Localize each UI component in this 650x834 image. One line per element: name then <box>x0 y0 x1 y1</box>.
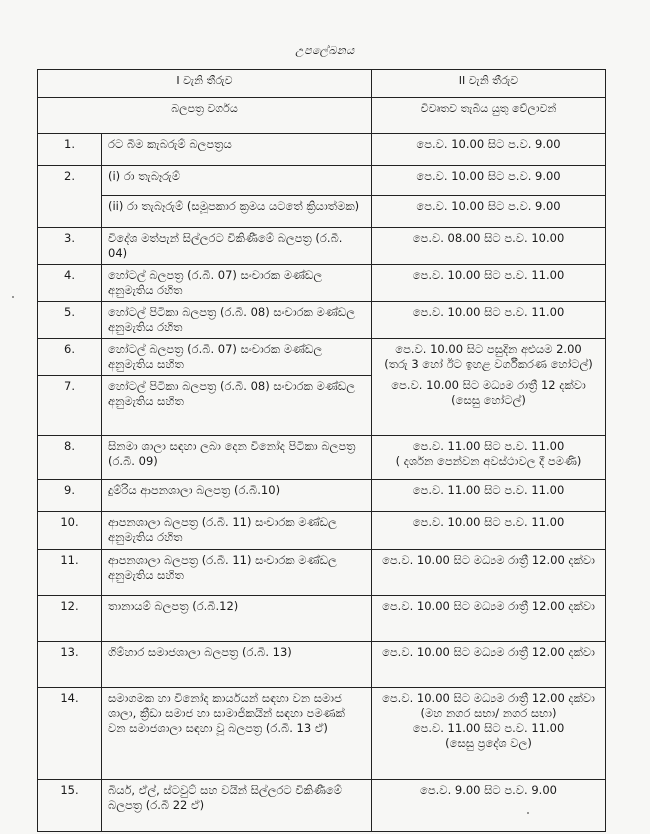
table-row <box>38 550 606 596</box>
table-row <box>38 166 606 196</box>
column2-header: II වැනි තීරුව <box>372 70 606 98</box>
table-row <box>38 512 606 550</box>
scan-speck <box>527 812 529 814</box>
license-type: දුම්රිය ආපනශාලා බලපත්‍ර (ර.බී.10) <box>102 480 372 512</box>
scan-speck <box>12 296 14 298</box>
open-hours-note: (මහ නගර සභා/ නගර සභා) <box>420 706 557 720</box>
open-hours: පෙ.ව. 10.00 සිට ප.ව. 9.00 <box>372 166 606 196</box>
license-type: විදේශ මත්පැන් සිල්ලරට විකිණීමේ බලපත්‍ර (ර.බී. 04) <box>102 228 372 265</box>
table-row <box>38 134 606 166</box>
table-row <box>38 265 606 302</box>
row-number: 2. <box>38 166 102 228</box>
subheader-row <box>38 98 606 134</box>
license-type: බියර්, ඒල්, ස්ටවුට් සහ වයින් සිල්ලරට විකිණීමේ බලපත්‍ර (ර.බී 22 ඒ) <box>102 780 372 832</box>
open-hours: පෙ.ව. 10.00 සිට ප.ව. 11.00 <box>372 512 606 550</box>
row-number: 8. <box>38 436 102 480</box>
open-hours-cell <box>372 688 606 780</box>
license-type: (i) රා තැබෑරුම් <box>102 166 372 196</box>
open-hours: පෙ.ව. 10.00 සිට මධ්‍යම රාත්‍රී 12 දක්වා <box>391 378 586 392</box>
open-hours-header: විවෘතව තැබිය යුතු වේලාවන් <box>372 98 606 134</box>
open-hours: පෙ.ව. 9.00 සිට ප.ව. 9.00 <box>372 780 606 832</box>
column-header-row <box>38 70 606 98</box>
open-hours-note: (තරු 3 හෝ ඊට ඉහළ වර්ගීකරණ හෝටල්) <box>384 357 593 371</box>
open-hours: පෙ.ව. 10.00 සිට ප.ව. 9.00 <box>372 134 606 166</box>
license-type-header: බලපත්‍ර වර්ගය <box>38 98 372 134</box>
row-number: 3. <box>38 228 102 265</box>
open-hours: පෙ.ව. 08.00 සිට ප.ව. 10.00 <box>372 228 606 265</box>
license-type: හෝටල් පිටිකා බලපත්‍ර (ර.බී. 08) සංචාරක මණ්ඩල අනුමැතිය සහිත <box>102 376 372 436</box>
license-type: හෝටල් පිටිකා බලපත්‍ර (ර.බී. 08) සංචාරක මණ්ඩල අනුමැතිය රහිත <box>102 302 372 339</box>
row-number: 6. <box>38 339 102 376</box>
open-hours-note: ( දර්ශන පෙන්වන අවස්ථාවල දී පමණි) <box>395 454 582 468</box>
open-hours-note: (සෙසු ප්‍රදේශ වල) <box>445 736 532 750</box>
row-number: 5. <box>38 302 102 339</box>
row-number: 14. <box>38 688 102 780</box>
license-type: හෝටල් බලපත්‍ර (ර.බී. 07) සංචාරක මණ්ඩල අනුමැතිය සහිත <box>102 339 372 376</box>
open-hours: පෙ.ව. 10.00 සිට ප.ව. 11.00 <box>372 265 606 302</box>
row-number: 15. <box>38 780 102 832</box>
open-hours: පෙ.ව. 10.00 සිට මධ්‍යම රාත්‍රී 12.00 දක්වා <box>372 596 606 642</box>
table-row <box>38 339 606 376</box>
open-hours: පෙ.ව. 10.00 සිට ප.ව. 9.00 <box>372 196 606 228</box>
license-type: සිනමා ශාලා සඳහා ලබා දෙන විනෝද පිටිකා බලපත්‍ර (ර.බී. 09) <box>102 436 372 480</box>
open-hours-cell <box>372 436 606 480</box>
open-hours-note: (සෙසු හෝටල්) <box>451 393 526 407</box>
open-hours: පෙ.ව. 11.00 සිට ප.ව. 11.00 <box>372 480 606 512</box>
table-row <box>38 302 606 339</box>
row-number: 4. <box>38 265 102 302</box>
schedule-table <box>37 69 606 832</box>
license-type: සමාගමක හා විනෝද කාර්යයන් සඳහා වන සමාජ ශාලා, ක්‍රීඩා සමාජ හා සාමාජිකයින් සඳහා පමණක් වන සමාජශාලා සඳහා වූ බලපත්‍ර (ර.බී. 13 ඒ) <box>102 688 372 780</box>
license-type: හෝටල් බලපත්‍ර (ර.බී. 07) සංචාරක මණ්ඩල අනුමැතිය රහිත <box>102 265 372 302</box>
open-hours: පෙ.ව. 10.00 සිට ප.ව. 11.00 <box>372 302 606 339</box>
table-row <box>38 596 606 642</box>
table-row <box>38 688 606 780</box>
row-number: 1. <box>38 134 102 166</box>
license-type: තානායම් බලපත්‍ර (ර.බී.12) <box>102 596 372 642</box>
row-number: 13. <box>38 642 102 688</box>
open-hours: පෙ.ව. 10.00 සිට මධ්‍යම රාත්‍රී 12.00 දක්වා <box>372 642 606 688</box>
row-number: 9. <box>38 480 102 512</box>
column1-header: I වැනි තීරුව <box>38 70 372 98</box>
table-row <box>38 480 606 512</box>
license-type: ආපනශාලා බලපත්‍ර (ර.බී. 11) සංචාරක මණ්ඩල අනුමැතිය සහිත <box>102 550 372 596</box>
table-row <box>38 228 606 265</box>
table-row <box>38 196 606 228</box>
license-type: ගිම්හාර සමාජශාලා බලපත්‍ර (ර.බී. 13) <box>102 642 372 688</box>
license-type: (ii) රා තැබෑරුම් (සමූපකාර ක්‍රමය යටතේ ක්‍රියාත්මක) <box>102 196 372 228</box>
license-type: ආපනශාලා බලපත්‍ර (ර.බී. 11) සංචාරක මණ්ඩල අනුමැතිය රහිත <box>102 512 372 550</box>
open-hours: පෙ.ව. 10.00 සිට මධ්‍යම රාත්‍රී 12.00 දක්වා <box>382 691 595 705</box>
license-type: රට බීම කැබරුම් බලපත්‍රය <box>102 134 372 166</box>
open-hours: පෙ.ව. 11.00 සිට ප.ව. 11.00 <box>412 439 565 453</box>
table-row <box>38 642 606 688</box>
open-hours: පෙ.ව. 10.00 සිට පසුදින අළුයම 2.00 <box>395 342 582 356</box>
table-row <box>38 780 606 832</box>
row-number: 12. <box>38 596 102 642</box>
open-hours: පෙ.ව. 10.00 සිට මධ්‍යම රාත්‍රී 12.00 දක්වා <box>372 550 606 596</box>
page-title: උපලේඛනය <box>295 44 355 57</box>
open-hours: පෙ.ව. 11.00 සිට ප.ව. 11.00 <box>412 721 565 735</box>
open-hours-cell <box>372 339 606 436</box>
row-number: 10. <box>38 512 102 550</box>
table-row <box>38 436 606 480</box>
row-number: 7. <box>38 376 102 436</box>
row-number: 11. <box>38 550 102 596</box>
